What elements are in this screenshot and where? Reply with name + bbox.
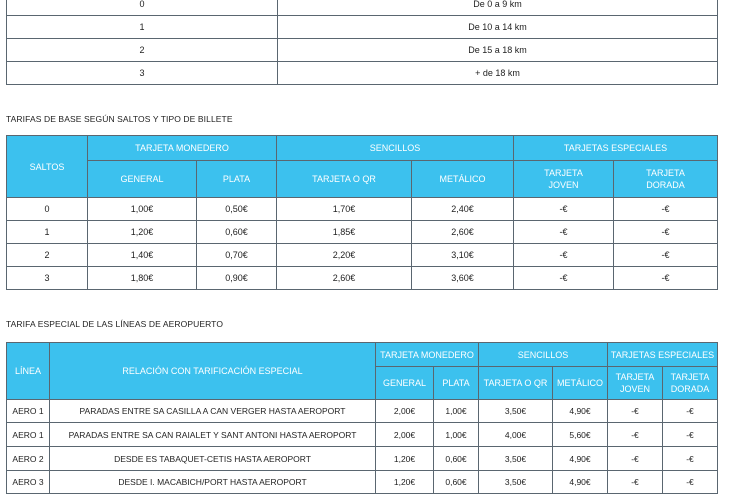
joven-cell: -€ bbox=[514, 267, 614, 290]
header-saltos: SALTOS bbox=[7, 136, 88, 198]
table-row bbox=[7, 400, 718, 423]
plata-cell: 0,50€ bbox=[197, 198, 277, 221]
header-especiales: TARJETAS ESPECIALES bbox=[608, 343, 718, 367]
header-dorada-label: TARJETA DORADA bbox=[670, 372, 710, 394]
header-plata: PLATA bbox=[197, 161, 277, 198]
header-sencillos: SENCILLOS bbox=[277, 136, 514, 161]
header-especiales: TARJETAS ESPECIALES bbox=[514, 136, 718, 161]
joven-cell: -€ bbox=[608, 447, 663, 471]
qr-cell: 3,50€ bbox=[479, 447, 553, 471]
plata-cell: 0,90€ bbox=[197, 267, 277, 290]
relacion-cell: PARADAS ENTRE SA CAN RAIALET Y SANT ANTONI HASTA AEROPORT bbox=[50, 423, 376, 447]
general-cell: 1,40€ bbox=[88, 244, 197, 267]
header-dorada bbox=[663, 367, 718, 400]
joven-cell: -€ bbox=[608, 400, 663, 423]
table-row bbox=[7, 62, 718, 85]
qr-cell: 4,00€ bbox=[479, 423, 553, 447]
linea-cell: AERO 3 bbox=[7, 471, 50, 494]
base-fares-title: TARIFAS DE BASE SEGÚN SALTOS Y TIPO DE BILLETE bbox=[6, 114, 233, 124]
dorada-cell: -€ bbox=[663, 400, 718, 423]
jump-cell: 1 bbox=[7, 16, 278, 39]
header-joven bbox=[514, 161, 614, 198]
header-general: GENERAL bbox=[88, 161, 197, 198]
distance-cell: De 15 a 18 km bbox=[278, 39, 718, 62]
header-joven-label: TARJETA JOVEN bbox=[615, 372, 655, 394]
header-metalico: METÁLICO bbox=[553, 367, 608, 400]
distance-cell: De 10 a 14 km bbox=[278, 16, 718, 39]
dorada-cell: -€ bbox=[614, 267, 718, 290]
joven-cell: -€ bbox=[608, 423, 663, 447]
header-monedero: TARJETA MONEDERO bbox=[88, 136, 277, 161]
plata-cell: 1,00€ bbox=[434, 400, 479, 423]
header-plata: PLATA bbox=[434, 367, 479, 400]
dorada-cell: -€ bbox=[663, 423, 718, 447]
header-dorada-label: TARJETA DORADA bbox=[646, 168, 685, 190]
header-tarjeta-qr: TARJETA O QR bbox=[277, 161, 412, 198]
metalico-cell: 2,40€ bbox=[412, 198, 514, 221]
table-row bbox=[7, 0, 718, 16]
header-linea: LÍNEA bbox=[7, 343, 50, 400]
general-cell: 1,00€ bbox=[88, 198, 197, 221]
header-dorada bbox=[614, 161, 718, 198]
general-cell: 2,00€ bbox=[376, 423, 434, 447]
plata-cell: 0,70€ bbox=[197, 244, 277, 267]
header-joven bbox=[608, 367, 663, 400]
header-relacion: RELACIÓN CON TARIFICACIÓN ESPECIAL bbox=[50, 343, 376, 400]
saltos-cell: 2 bbox=[7, 244, 88, 267]
header-joven-label: TARJETA JOVEN bbox=[544, 168, 583, 190]
relacion-cell: DESDE ES TABAQUET-CETIS HASTA AEROPORT bbox=[50, 447, 376, 471]
qr-cell: 3,50€ bbox=[479, 471, 553, 494]
metalico-cell: 4,90€ bbox=[553, 447, 608, 471]
table-row bbox=[7, 244, 718, 267]
general-cell: 1,20€ bbox=[376, 447, 434, 471]
metalico-cell: 2,60€ bbox=[412, 221, 514, 244]
saltos-cell: 0 bbox=[7, 198, 88, 221]
header-general: GENERAL bbox=[376, 367, 434, 400]
metalico-cell: 3,60€ bbox=[412, 267, 514, 290]
plata-cell: 0,60€ bbox=[197, 221, 277, 244]
qr-cell: 1,70€ bbox=[277, 198, 412, 221]
joven-cell: -€ bbox=[608, 471, 663, 494]
qr-cell: 2,60€ bbox=[277, 267, 412, 290]
linea-cell: AERO 2 bbox=[7, 447, 50, 471]
table-row bbox=[7, 267, 718, 290]
general-cell: 1,20€ bbox=[88, 221, 197, 244]
qr-cell: 3,50€ bbox=[479, 400, 553, 423]
linea-cell: AERO 1 bbox=[7, 423, 50, 447]
table-row bbox=[7, 423, 718, 447]
metalico-cell: 3,10€ bbox=[412, 244, 514, 267]
general-cell: 2,00€ bbox=[376, 400, 434, 423]
dorada-cell: -€ bbox=[663, 471, 718, 494]
dorada-cell: -€ bbox=[614, 221, 718, 244]
distance-cell: De 0 a 9 km bbox=[278, 0, 718, 16]
distance-table bbox=[6, 0, 718, 85]
joven-cell: -€ bbox=[514, 198, 614, 221]
dorada-cell: -€ bbox=[614, 198, 718, 221]
relacion-cell: PARADAS ENTRE SA CASILLA A CAN VERGER HASTA AEROPORT bbox=[50, 400, 376, 423]
plata-cell: 0,60€ bbox=[434, 447, 479, 471]
airport-fares-table bbox=[6, 342, 718, 494]
metalico-cell: 4,90€ bbox=[553, 400, 608, 423]
general-cell: 1,80€ bbox=[88, 267, 197, 290]
qr-cell: 1,85€ bbox=[277, 221, 412, 244]
metalico-cell: 5,60€ bbox=[553, 423, 608, 447]
joven-cell: -€ bbox=[514, 221, 614, 244]
table-row bbox=[7, 471, 718, 494]
plata-cell: 1,00€ bbox=[434, 423, 479, 447]
joven-cell: -€ bbox=[514, 244, 614, 267]
header-monedero: TARJETA MONEDERO bbox=[376, 343, 479, 367]
jump-cell: 2 bbox=[7, 39, 278, 62]
linea-cell: AERO 1 bbox=[7, 400, 50, 423]
table-row bbox=[7, 16, 718, 39]
airport-fares-title: TARIFA ESPECIAL DE LAS LÍNEAS DE AEROPUERTO bbox=[6, 319, 224, 329]
header-tarjeta-qr: TARJETA O QR bbox=[479, 367, 553, 400]
table-row bbox=[7, 39, 718, 62]
metalico-cell: 4,90€ bbox=[553, 471, 608, 494]
header-metalico: METÁLICO bbox=[412, 161, 514, 198]
table-row bbox=[7, 447, 718, 471]
table-row bbox=[7, 221, 718, 244]
relacion-cell: DESDE I. MACABICH/PORT HASTA AEROPORT bbox=[50, 471, 376, 494]
dorada-cell: -€ bbox=[663, 447, 718, 471]
saltos-cell: 3 bbox=[7, 267, 88, 290]
distance-cell: + de 18 km bbox=[278, 62, 718, 85]
qr-cell: 2,20€ bbox=[277, 244, 412, 267]
base-fares-table bbox=[6, 135, 718, 290]
jump-cell: 0 bbox=[7, 0, 278, 16]
header-sencillos: SENCILLOS bbox=[479, 343, 608, 367]
table-row bbox=[7, 198, 718, 221]
plata-cell: 0,60€ bbox=[434, 471, 479, 494]
general-cell: 1,20€ bbox=[376, 471, 434, 494]
jump-cell: 3 bbox=[7, 62, 278, 85]
dorada-cell: -€ bbox=[614, 244, 718, 267]
saltos-cell: 1 bbox=[7, 221, 88, 244]
